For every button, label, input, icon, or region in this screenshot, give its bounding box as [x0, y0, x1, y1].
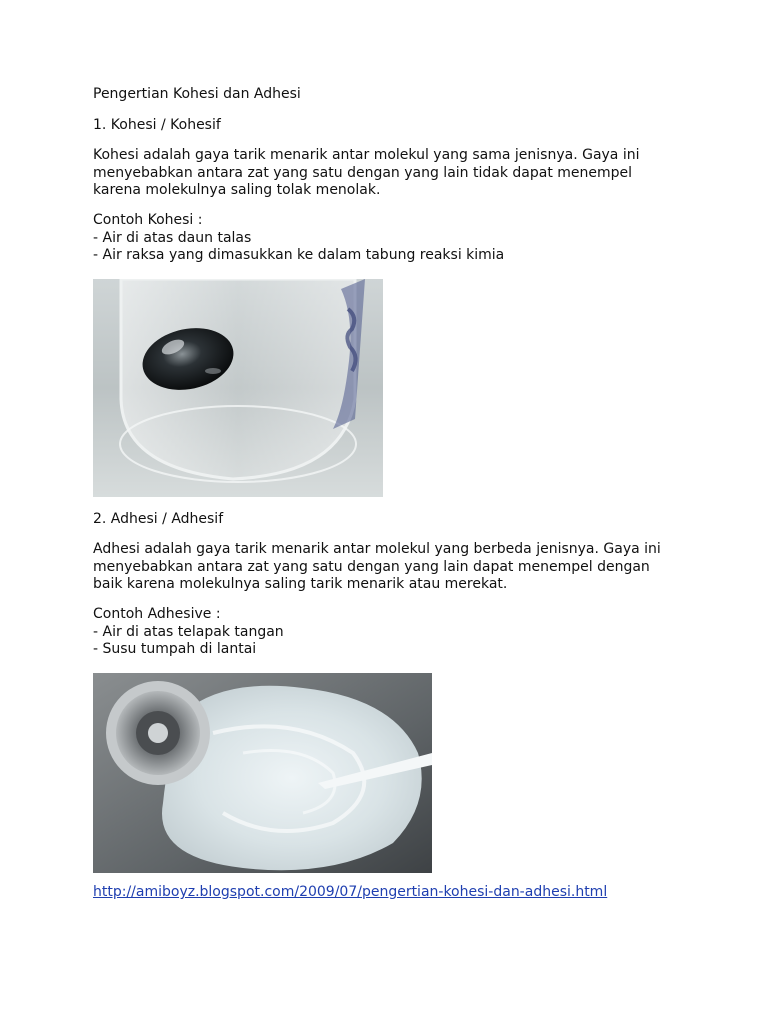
adhesi-definition-line: Adhesi adalah gaya tarik menarik antar molekul yang berbeda jenisnya. Gaya ini: [93, 541, 661, 557]
kohesi-examples-heading: Contoh Kohesi :: [93, 212, 203, 228]
milk-in-sink-image: [93, 673, 432, 873]
section-heading-adhesi: 2. Adhesi / Adhesif: [93, 511, 224, 527]
adhesi-definition-line: menyebabkan antara zat yang satu dengan yang lain dapat menempel dengan: [93, 558, 650, 575]
adhesi-example-item: - Air di atas telapak tangan: [93, 623, 284, 640]
kohesi-definition-line: karena molekulnya saling tolak menolak.: [93, 182, 381, 198]
kohesi-examples: [93, 212, 683, 265]
kohesi-definition-line: Kohesi adalah gaya tarik menarik antar molekul yang sama jenisnya. Gaya ini: [93, 147, 640, 163]
kohesi-example-item: - Air di atas daun talas: [93, 229, 252, 246]
adhesi-definition: [93, 541, 683, 594]
adhesi-examples-heading: Contoh Adhesive :: [93, 606, 221, 622]
adhesi-examples: [93, 606, 683, 659]
kohesi-definition: [93, 147, 683, 200]
source-link[interactable]: http://amiboyz.blogspot.com/2009/07/pengertian-kohesi-dan-adhesi.html: [93, 884, 608, 900]
document-title: Pengertian Kohesi dan Adhesi: [93, 86, 301, 102]
adhesi-definition-line: baik karena molekulnya saling tarik menarik atau merekat.: [93, 576, 508, 592]
mercury-in-glass-image: [93, 279, 383, 497]
kohesi-definition-line: menyebabkan antara zat yang satu dengan yang lain tidak dapat menempel: [93, 164, 633, 181]
section-heading-kohesi: 1. Kohesi / Kohesif: [93, 117, 221, 133]
adhesi-example-item: - Susu tumpah di lantai: [93, 641, 257, 657]
kohesi-example-item: - Air raksa yang dimasukkan ke dalam tabung reaksi kimia: [93, 247, 505, 263]
